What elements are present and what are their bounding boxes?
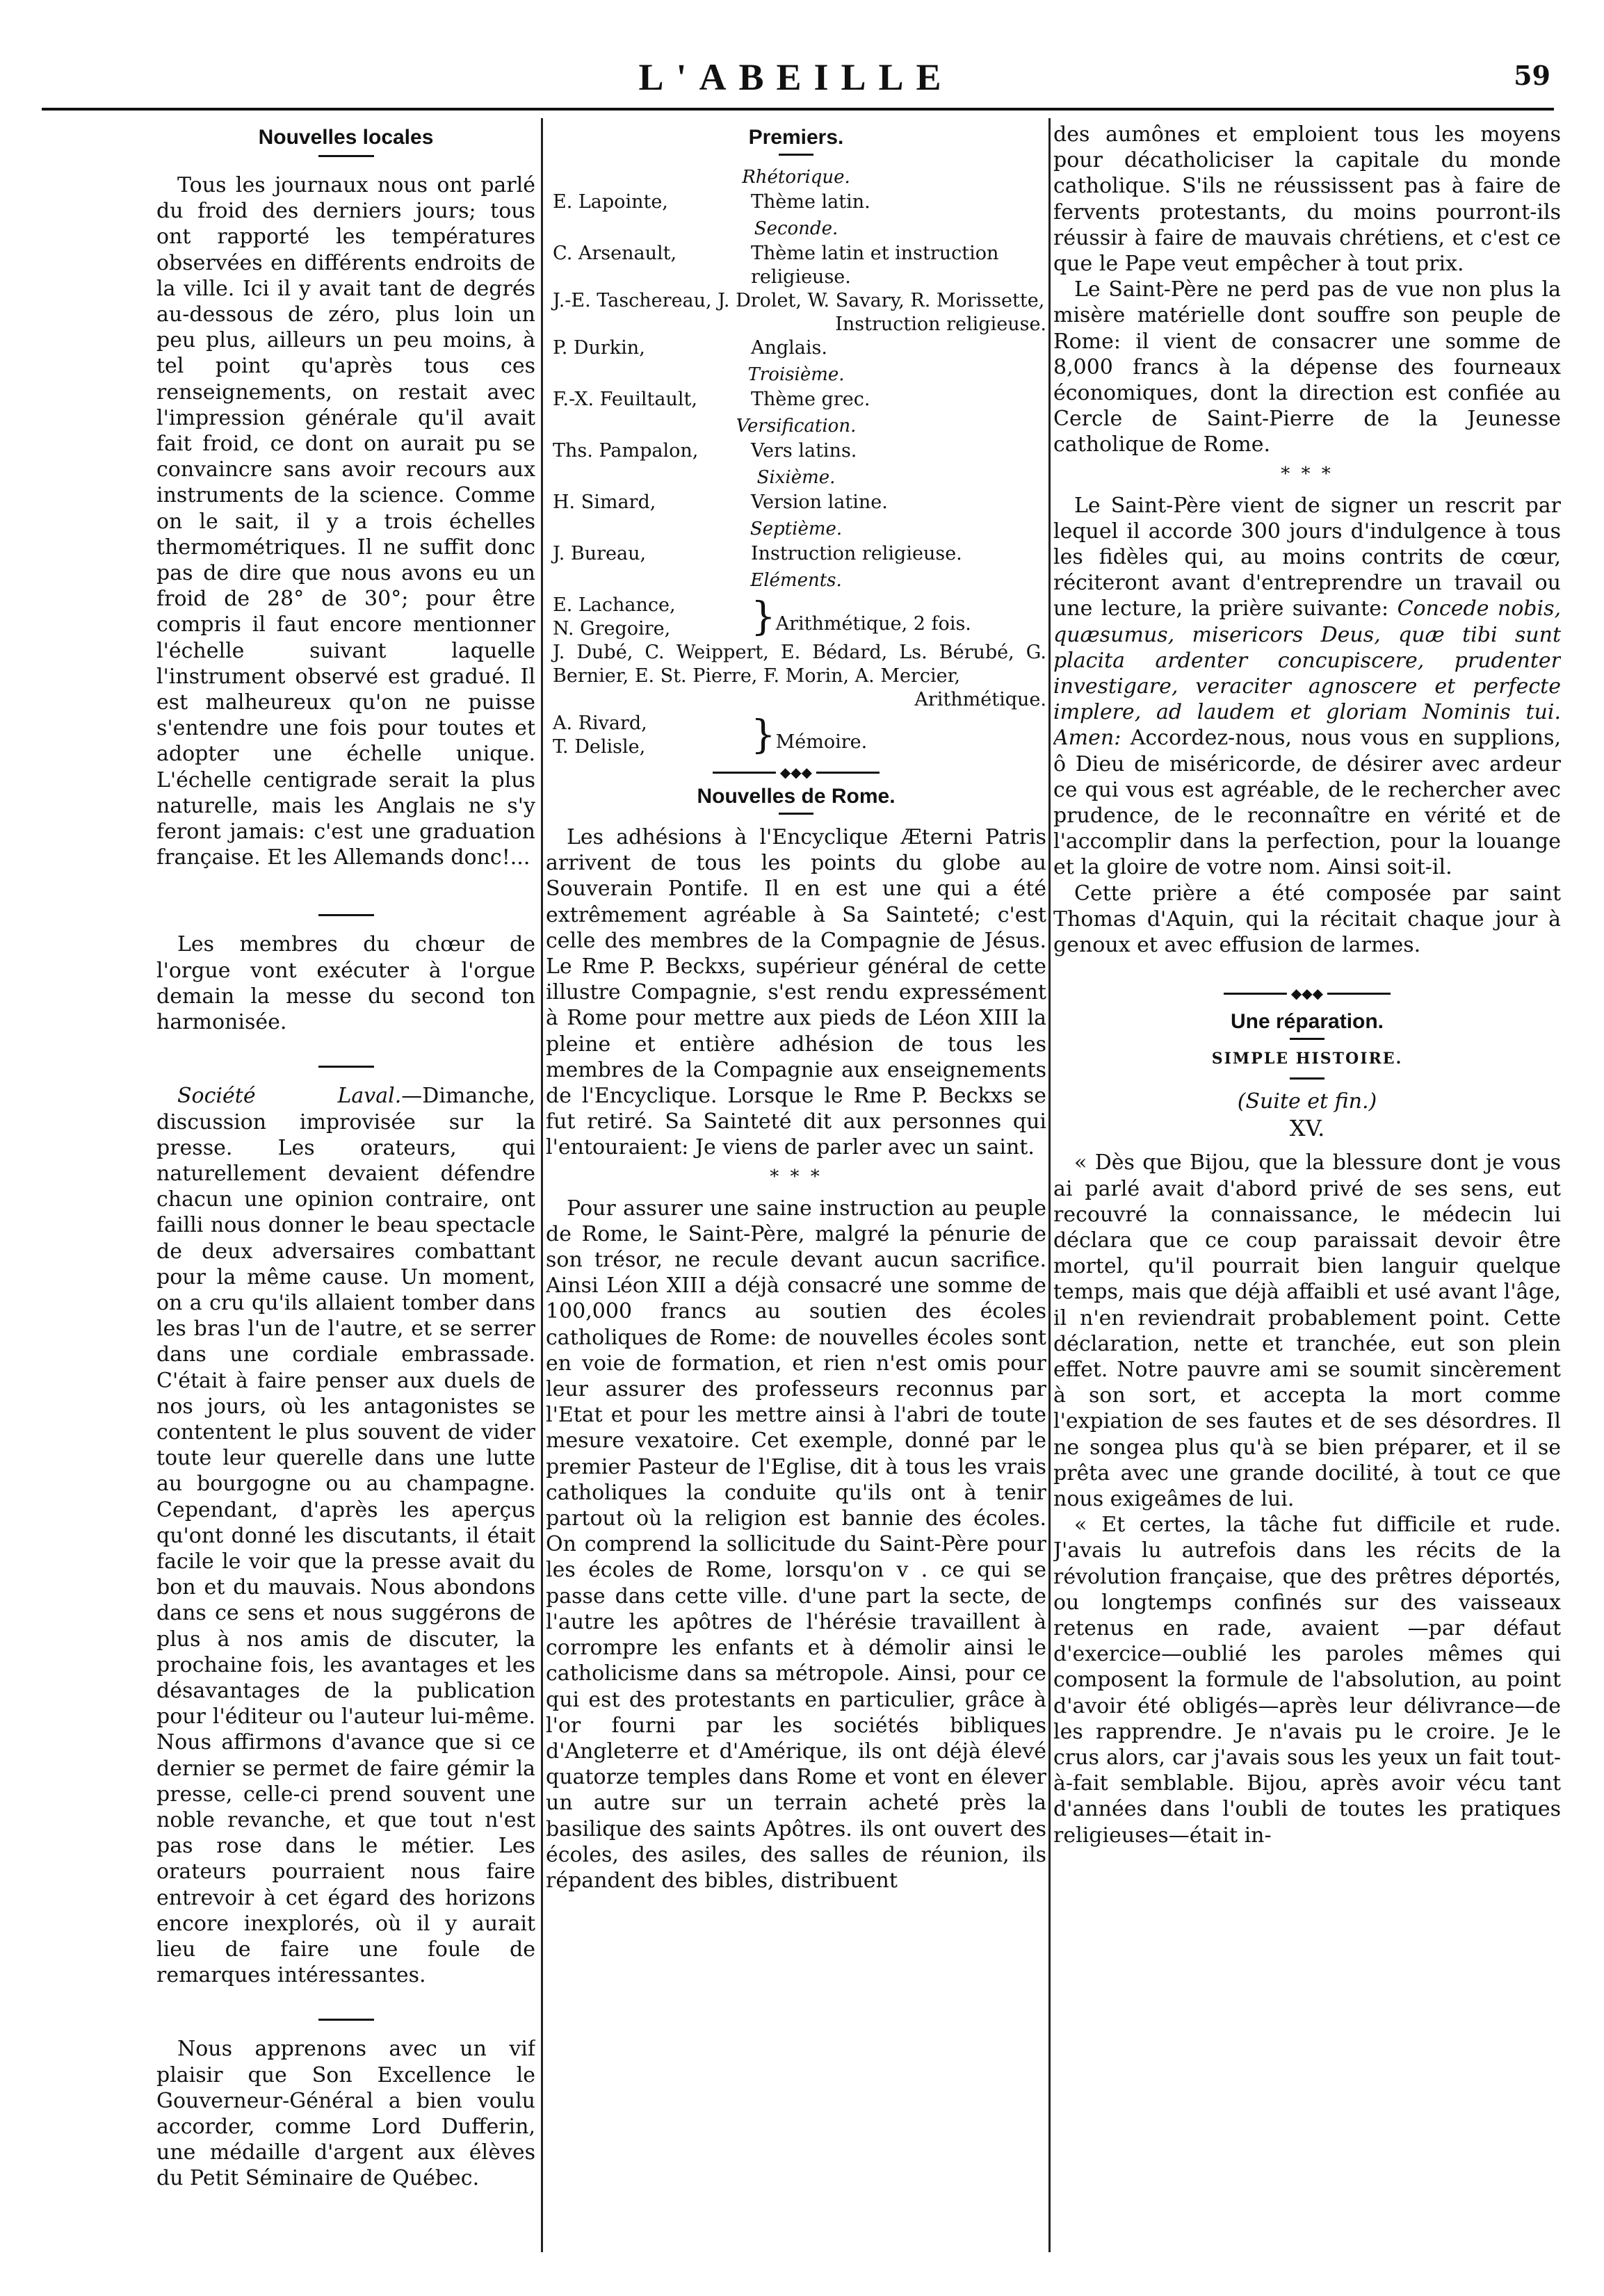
column-1 <box>156 122 535 2249</box>
article-paragraph: Tous les journaux nous ont parlé du froid des derniers jours; tous ont rapporté les températures observées en différents endroits de la ville. Ici il y avait tant de degrés au-dessous de zéro, plus loin un peu plus, ailleurs un peu moins, à tel point qu'après tous ces renseignements, on restait avec l'impression générale qu'il avait fait froid, ce dont on aurait pu se convaincre sans avoir recours aux instruments de la science. Comme on le sait, il y a trois échelles thermométriques. Il ne suffit donc pas de dire que nous avons eu un froid de 28° de 30°; pour être compris il faut encore mentionner l'échelle suivant laquelle l'instrument observé est gradué. Il est malheureux qu'on ne puisse s'entendre une fois pour toutes et adopter une échelle unique. L'échelle centigrade serait la plus naturelle, mais les Anglais ne s'y feront jamais: c'est une graduation française. Et les Allemands donc!... <box>156 173 535 870</box>
list-item <box>546 491 1046 514</box>
class-label: Versification. <box>736 416 857 437</box>
subject: Anglais. <box>751 337 827 359</box>
newspaper-title: L'ABEILLE <box>638 56 954 98</box>
list-item <box>546 190 1046 214</box>
student-name: P. Durkin, <box>553 337 645 359</box>
article-paragraph: Les adhésions à l'Encyclique Æterni Patris arrivent de tous les points du globe au Souverain Pontife. Il en est une qui a été extrêmement agréable à Sa Sainteté; c'est celle des membres de la Compagnie de Jésus. Le Rme P. Beckxs, supérieur général de cette illustre Compagnie, s'est rendu expressément à Rome pour mettre aux pieds de Léon XIII la pleine et entière adhésion de tous les membres de la Compagnie aux enseignements de l'Encyclique. Lorsque le Rme P. Beckxs se fut retiré. Sa Sainteté dit aux personnes qui l'entouraient: Je viens de parler avec un saint. <box>546 825 1046 1160</box>
brace-glyph: } <box>751 713 776 758</box>
separator-rule <box>318 2019 374 2021</box>
article-text: Accordez-nous, nous vous en supplions, ô Dieu de miséricorde, de désirer avec ardeur ce qui vous est agréable, de le rechercher avec prudence, de le reconnaître en vérité et de l'accomplir dans la perfection, pour la louange et la gloire de votre nom. Ainsi soit-il. <box>1053 726 1561 880</box>
heading-rule <box>318 155 374 157</box>
class-label: Rhétorique. <box>742 167 850 188</box>
article-paragraph: Le Saint-Père ne perd pas de vue non plus la misère matérielle dont souffre son peuple de Rome: il vient de consacrer une somme de 8,000 francs à la dépense des fourneaux économiques, dont la direction est confiée au Cercle de Saint-Pierre de la Jeunesse catholique de Rome. <box>1053 277 1561 457</box>
brace-glyph: } <box>751 594 776 640</box>
page-number: 59 <box>1514 60 1550 91</box>
article-lead: Société Laval. <box>177 1084 402 1109</box>
heading-rule <box>779 154 813 156</box>
separator-rule <box>318 914 374 916</box>
student-name: E. Lapointe, <box>553 191 668 213</box>
list-item <box>546 336 1046 360</box>
student-name: N. Gregoire, <box>553 618 671 640</box>
student-name: E. Lachance, <box>553 594 676 616</box>
heading-rule <box>1290 1077 1324 1080</box>
student-names: J. Dubé, C. Weippert, E. Bédard, Ls. Bérubé, G. Bernier, E. St. Pierre, F. Morin, A. Mercier, <box>553 642 1046 687</box>
student-name: H. Simard, <box>553 491 656 513</box>
separator-rule <box>318 1066 374 1068</box>
ornament-divider: ◆◆◆ <box>713 772 880 774</box>
article-text: Le Saint-Père vient de signer un rescrit par lequel il accorde 300 jours d'indulgence à tous les fidèles qui, au moins contrits de cœur, réciteront avant d'entreprendre un travail ou une lecture, la prière suivante: <box>1053 493 1561 621</box>
article-paragraph: « Et certes, la tâche fut difficile et rude. J'avais lu autrefois dans les récits de la révolution française, que des prêtres déportés, ou longtemps confinés sur des vaisseaux retenus en rade, avaient —par défaut d'exercice—oublié les paroles mêmes qui composent la formule de l'absolution, au point d'avoir été obligés—après leur délivrance—de les rapprendre. Je n'avais pu le croire. Je le crus alors, car j'avais sous les yeux un fait tout-à-fait semblable. Bijou, après avoir vécu tant d'années dans l'oubli de toutes les pratiques religieuses—était in- <box>1053 1513 1561 1848</box>
subject: Version latine. <box>751 491 888 513</box>
student-name: Ths. Pampalon, <box>553 440 699 462</box>
list-item <box>546 542 1046 566</box>
student-name: T. Delisle, <box>553 736 646 758</box>
list-item <box>546 594 1046 641</box>
list-item <box>546 242 1046 289</box>
class-label: Troisième. <box>747 364 845 385</box>
article-paragraph <box>156 1083 535 1988</box>
class-label: Sixième. <box>756 467 836 488</box>
column-2 <box>546 122 1046 2249</box>
student-name: J. Bureau, <box>553 543 647 564</box>
student-name: C. Arsenault, <box>553 243 677 264</box>
header-rule <box>42 108 1554 111</box>
class-label: Seconde. <box>754 218 839 239</box>
column-3 <box>1053 122 1561 2249</box>
latin-prayer: Concede nobis, quæsumus, misericors Deus, quæ tibi sunt placita ardenter concupiscere, prudenter investigare, veraciter agnoscere et perfecte implere, ad laudem et gloriam Nominis tui. Amen: <box>1053 596 1561 751</box>
masthead <box>42 56 1550 97</box>
article-paragraph: Nous apprenons avec un vif plaisir que Son Excellence le Gouverneur-Général a bien voulu accorder, comme Lord Dufferin, une médaille d'argent aux élèves du Petit Séminaire de Québec. <box>156 2037 535 2191</box>
student-name: A. Rivard, <box>553 713 647 734</box>
subject: Instruction religieuse. <box>751 543 962 564</box>
article-paragraph: Pour assurer une saine instruction au peuple de Rome, le Saint-Père, malgré la pénurie de son trésor, ne recule devant aucun sacrifice. Ainsi Léon XIII a déjà consacré une somme de 100,000 francs au soutien des écoles catholiques de Rome: de nouvelles écoles sont en voie de formation, et rien n'est omis pour leur assurer des professeurs reconnus par l'Etat et pour les mettre ainsi à l'abri de toute mesure vexatoire. Cet exemple, donné par le premier Pasteur de l'Eglise, dit à tous les vrais catholiques la conduite qu'ils ont à tenir partout où la religion est bannie des écoles. On comprend la sollicitude du Saint-Père pour les écoles de Rome, lorsqu'on v . ce qui se passe dans cette ville. d'une part la secte, de l'autre les apôtres de l'hérésie travaillent à corrompre les enfants et à démolir ainsi le catholicisme dans sa métropole. Ainsi, pour ce qui est des protestants en particulier, grâce à l'or fourni par les sociétés bibliques d'Angleterre et d'Amérique, ils ont déjà élevé quatorze temples dans Rome et vont en élever un autre sur un terrain acheté près la basilique des saints Apôtres. ils ont ouvert des écoles, des asiles, des salles de réunion, ils répandent des bibles, distribuent <box>546 1196 1046 1893</box>
article-text: —Dimanche, discussion improvisée sur la presse. Les orateurs, qui naturellement devaient défendre chacun une opinion contraire, ont failli nous donner le beau spectacle de deux adversaires combattant pour la même cause. Un moment, on a cru qu'ils allaient tomber dans les bras l'un de l'autre, et se serrer dans une cordiale embrassade. C'était à faire penser aux duels de nos jours, où les antagonistes se contentent le plus souvent de vider toute leur querelle dans une lutte au bourgogne ou au champagne. Cependant, d'après les aperçus qu'ont donné les discutants, il était facile le voir que la presse avait du bon et du mauvais. Nous abondons dans ce sens et nous suggérons de plus à nos amis de discuter, la prochaine fois, les avantages et les désavantages de la publication pour l'éditeur ou l'auteur lui-même. Nous affirmons d'avance que si ce dernier se permet de faire gémir la presse, celle-ci prend souvent une noble revanche, et que tout n'est pas rose dans le métier. Les orateurs pourraient nous faire entrevoir à cet égard des horizons encore inexplorés, où il y aurait lieu de faire une foule de remarques intéressantes. <box>156 1084 535 1988</box>
subject: Thème grec. <box>751 389 870 410</box>
heading-rule <box>1290 1038 1324 1040</box>
article-paragraph: Cette prière a été composée par saint Thomas d'Aquin, qui la récitait chaque jour à genoux et avec effusion de larmes. <box>1053 881 1561 958</box>
student-name: F.-X. Feuiltault, <box>553 389 697 410</box>
continuation-note: (Suite et fin.) <box>1237 1089 1377 1114</box>
article-paragraph: des aumônes et emploient tous les moyens pour décatholiciser la capitale du monde catholique. S'ils ne réussissent pas à faire de fervents protestants, du moins pourront-ils réussir à faire de mauvais chrétiens, et c'est ce que le Pape veut empêcher à tout prix. <box>1053 122 1561 277</box>
subject: Mémoire. <box>775 731 868 753</box>
subject: Arithmétique. <box>914 689 1046 710</box>
section-heading-rome-news: Nouvelles de Rome. <box>697 785 896 808</box>
class-label: Septième. <box>750 519 843 539</box>
article-paragraph: « Dès que Bijou, que la blessure dont je vous ai parlé avait d'abord privé de ses sens, eut recouvré la connaissance, le médecin lui déclara que ce coup paraissait devoir être mortel, qu'il pourrait bien languir quelque temps, mais que déjà affaibli et usé avant l'âge, il n'en reviendrait probablement point. Cette déclaration, nette et tranchée, eut son plein effet. Notre pauvre ami se soumit sincèrement à son sort, et accepta la mort comme l'expiation de ses fautes et de ses désordres. Il ne songea plus qu'à se bien préparer, et il se prêta avec une grande docilité, à tout ce que nous exigeâmes de lui. <box>1053 1150 1561 1511</box>
subheading: SIMPLE HISTOIRE. <box>1211 1050 1403 1068</box>
article-paragraph: Les membres du chœur de l'orgue vont exécuter à l'orgue demain la messe du second ton harmonisée. <box>156 932 535 1035</box>
asterism: * * * <box>770 1166 823 1187</box>
prize-list <box>546 165 1046 759</box>
subject: Instruction religieuse. <box>835 314 1046 335</box>
article-paragraph <box>1053 493 1561 881</box>
subject: Arithmétique, 2 fois. <box>775 613 971 635</box>
list-item <box>546 439 1046 463</box>
subject: Thème latin. <box>751 191 870 213</box>
section-heading-premiers: Premiers. <box>748 126 844 149</box>
chapter-number: XV. <box>1289 1115 1325 1142</box>
section-heading-reparation: Une réparation. <box>1230 1010 1384 1034</box>
subject: Vers latins. <box>751 440 857 462</box>
list-item <box>546 712 1046 759</box>
column-divider <box>541 118 543 2252</box>
asterism: * * * <box>1281 463 1334 485</box>
list-item <box>546 388 1046 412</box>
column-divider <box>1048 118 1051 2252</box>
section-heading-local-news: Nouvelles locales <box>258 126 434 149</box>
ornament-divider: ◆◆◆ <box>1224 993 1391 995</box>
heading-rule <box>779 813 813 815</box>
student-names: J.-E. Taschereau, J. Drolet, W. Savary, R. Morissette, <box>553 290 1045 311</box>
class-label: Eléments. <box>750 570 842 591</box>
subject: Thème latin et instruction religieuse. <box>751 243 999 288</box>
